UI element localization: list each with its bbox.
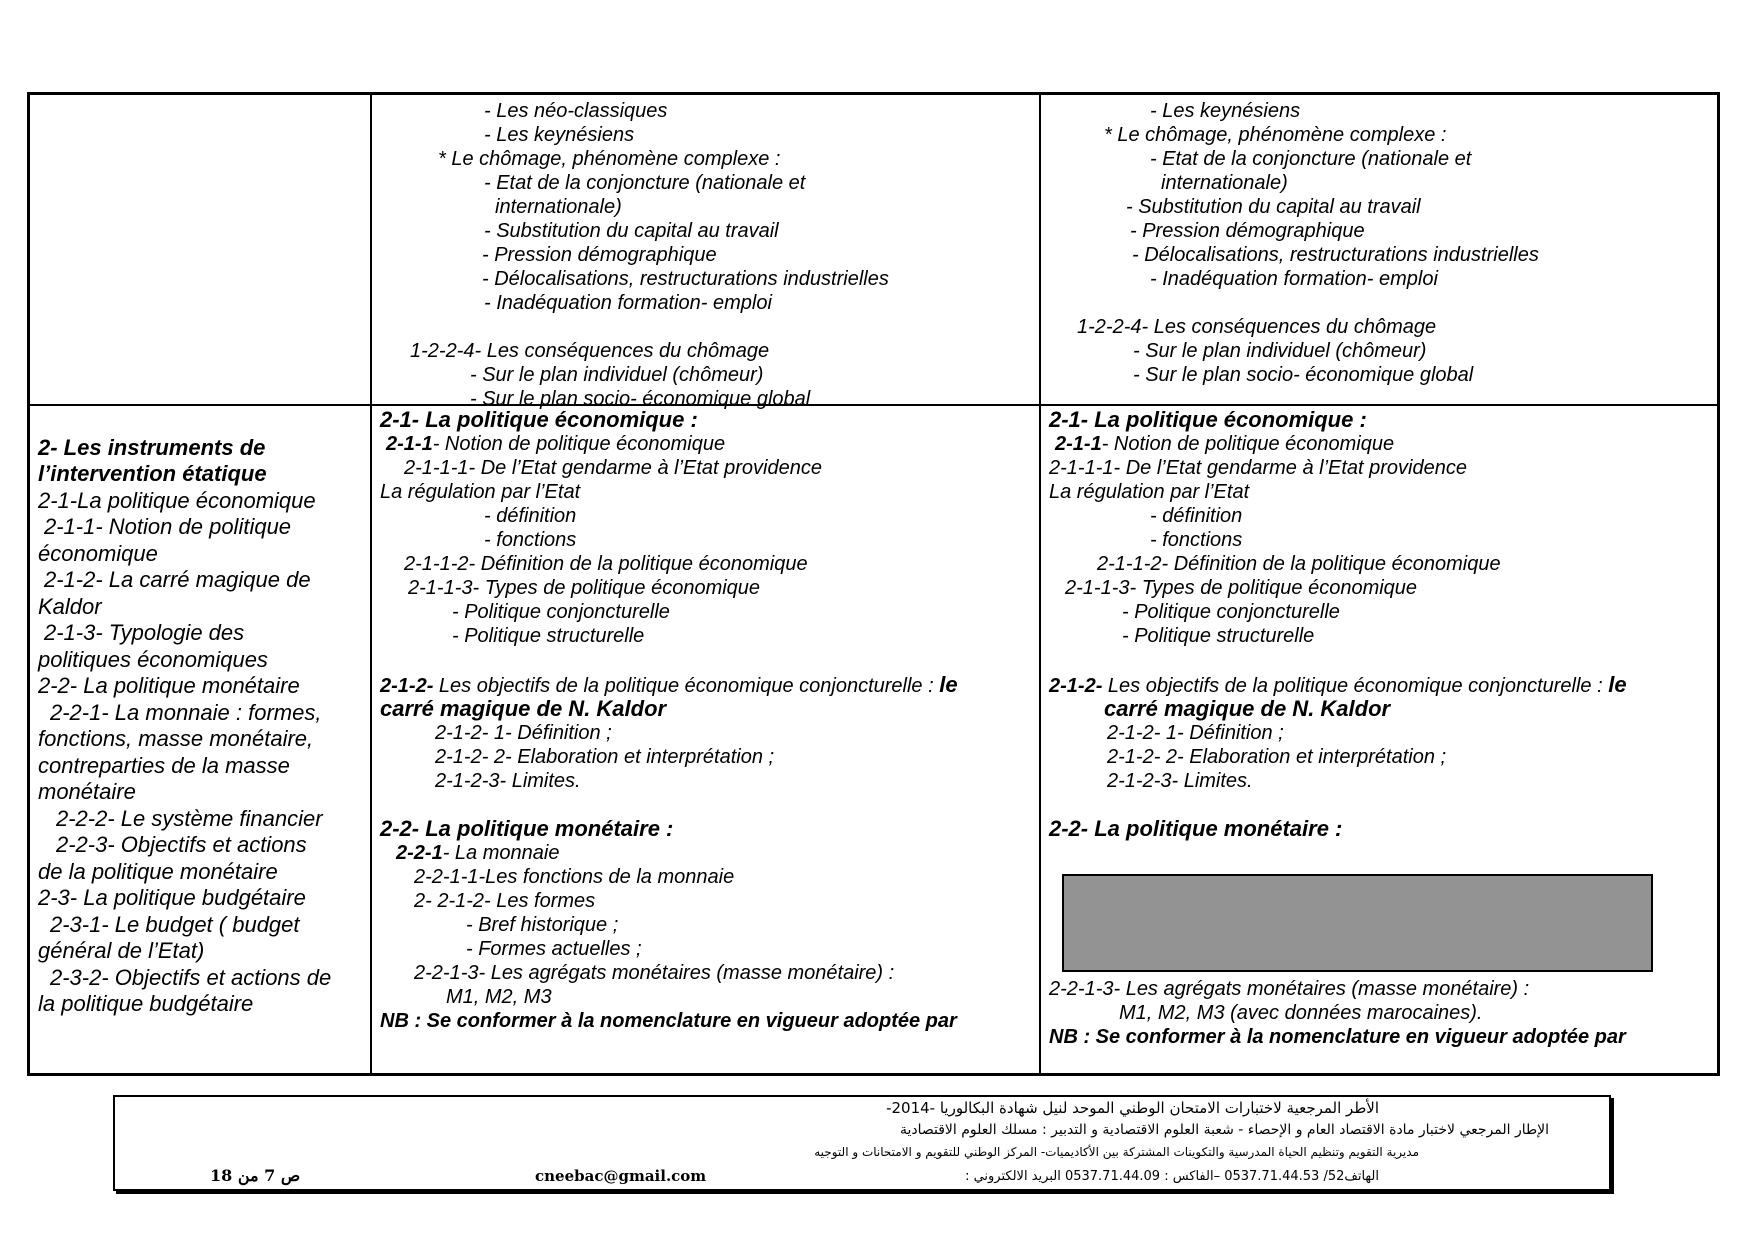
row1-col3-line: - Substitution du capital au travail bbox=[1126, 196, 1421, 218]
row2-col2-line bbox=[396, 841, 559, 865]
row2-col1-line: 2-2-3- Objectifs et actions bbox=[56, 832, 307, 857]
row2-col2-line: - définition bbox=[484, 505, 577, 527]
row2-col1-line: 2-2-2- Le système financier bbox=[56, 806, 323, 831]
row-divider bbox=[30, 404, 1717, 406]
redaction-box bbox=[1062, 874, 1653, 972]
row2-col2-number: 2-1-1 bbox=[386, 433, 433, 455]
row2-col2-number: 2-1-2- bbox=[380, 675, 434, 697]
row2-col2-line: 2-1-2- 2- Elaboration et interprétation ; bbox=[435, 746, 775, 768]
row1-col2-line: - Les keynésiens bbox=[484, 124, 635, 146]
row2-col2-kaldor-line: carré magique de N. Kaldor bbox=[380, 696, 667, 721]
row2-col1-line: 2-1-La politique économique bbox=[38, 488, 316, 513]
row1-col2-line: - Etat de la conjoncture (nationale et bbox=[484, 172, 806, 194]
row2-col1-line: 2-2- La politique monétaire bbox=[38, 673, 300, 698]
row2-col3-line: 2-1-1-3- Types de politique économique bbox=[1065, 577, 1418, 599]
row2-col3-text: - Notion de politique économique bbox=[1101, 433, 1395, 455]
row1-col3-line: - Sur le plan socio- économique global bbox=[1133, 364, 1474, 386]
row2-col2-emphasis: le bbox=[939, 672, 958, 697]
row1-col2-line: - Délocalisations, restructurations industrielles bbox=[482, 268, 889, 290]
row2-col2-line: La régulation par l’Etat bbox=[380, 481, 581, 503]
row2-col2-number: 2-2-1 bbox=[396, 842, 443, 864]
row2-col3-line: - définition bbox=[1150, 505, 1243, 527]
row2-col1-line: monétaire bbox=[38, 779, 136, 804]
row2-col2-line: 2-1-2-3- Limites. bbox=[435, 770, 581, 792]
row2-col1-heading: 2- Les instruments de bbox=[38, 435, 266, 460]
row1-col2-line: 1-2-2-4- Les conséquences du chômage bbox=[410, 340, 770, 362]
row1-col2-line: internationale) bbox=[495, 196, 622, 218]
row2-col3-line: M1, M2, M3 (avec données marocaines). bbox=[1119, 1002, 1483, 1024]
column-divider-2 bbox=[1039, 95, 1041, 1073]
row1-col3-line: - Sur le plan individuel (chômeur) bbox=[1133, 340, 1427, 362]
row2-col3-objectives-line bbox=[1049, 673, 1627, 698]
footer-contact: الهاتف52/ 0537.71.44.53 –الفاكس : 0537.71.44.09 البريد الالكتروني : bbox=[965, 1169, 1379, 1184]
row2-col2-line: 2-1-2- 1- Définition ; bbox=[435, 722, 612, 744]
row2-col2-line: - Politique structurelle bbox=[452, 625, 645, 647]
row2-col2-line: 2-1-1-2- Définition de la politique économique bbox=[404, 553, 808, 575]
row2-col3-kaldor-line: carré magique de N. Kaldor bbox=[1104, 696, 1391, 721]
row2-col1-line: 2-3-2- Objectifs et actions de bbox=[50, 965, 332, 990]
footer-directorate: مديرية التقويم وتنظيم الحياة المدرسية والتكوينات المشتركة بين الأكاديميات- المركز الوطني للتقويم و الامتحانات و التوجيه bbox=[814, 1145, 1419, 1159]
row2-col2-note: NB : Se conformer à la nomenclature en vigueur adoptée par bbox=[380, 1010, 957, 1032]
row2-col3-line: 2-1-2- 1- Définition ; bbox=[1107, 722, 1284, 744]
footer-subtitle: الإطار المرجعي لاختبار مادة الاقتصاد العام و الإحصاء - شعبة العلوم الاقتصادية و التدبير : مسلك العلوم الاقتصادية bbox=[899, 1122, 1549, 1138]
page-number: ص 7 من 18 bbox=[210, 1166, 301, 1185]
section-heading-economic-policy: 2-1- La politique économique : bbox=[1049, 407, 1367, 432]
row2-col3-line: 2-1-1-2- Définition de la politique économique bbox=[1097, 553, 1501, 575]
row2-col3-line: - Politique structurelle bbox=[1122, 625, 1315, 647]
section-heading-monetary-policy: 2-2- La politique monétaire : bbox=[380, 816, 674, 841]
row1-col2-line: - Sur le plan individuel (chômeur) bbox=[470, 364, 764, 386]
row2-col1-line: la politique budgétaire bbox=[38, 991, 254, 1016]
row2-col1-line: 2-3-1- Le budget ( budget bbox=[50, 912, 300, 937]
row1-col3-line: 1-2-2-4- Les conséquences du chômage bbox=[1077, 316, 1437, 338]
row2-col2-objectives-line bbox=[380, 673, 958, 698]
row1-col3-line: - Inadéquation formation- emploi bbox=[1150, 268, 1438, 290]
row2-col2-text: Les objectifs de la politique économique conjoncturelle : bbox=[433, 675, 940, 697]
footer-email: cneebac@gmail.com bbox=[535, 1167, 707, 1185]
row2-col3-line: 2-1-2-3- Limites. bbox=[1107, 770, 1253, 792]
section-heading-monetary-policy: 2-2- La politique monétaire : bbox=[1049, 816, 1343, 841]
section-heading-economic-policy: 2-1- La politique économique : bbox=[380, 407, 698, 432]
row2-col1-line: 2-1-1- Notion de politique bbox=[44, 514, 292, 539]
row2-col1-line: 2-3- La politique budgétaire bbox=[38, 885, 306, 910]
row1-col3-line: internationale) bbox=[1161, 172, 1288, 194]
row2-col2-line: 2-2-1-1-Les fonctions de la monnaie bbox=[414, 866, 735, 888]
row2-col3-text: Les objectifs de la politique économique conjoncturelle : bbox=[1102, 675, 1609, 697]
row2-col3-line: - Politique conjoncturelle bbox=[1122, 601, 1340, 623]
row2-col2-line: - Formes actuelles ; bbox=[466, 938, 642, 960]
row2-col3-number: 2-1-1 bbox=[1055, 433, 1102, 455]
row1-col3-line: - Pression démographique bbox=[1130, 220, 1365, 242]
row2-col2-text: - La monnaie bbox=[442, 842, 560, 864]
row2-col2-line bbox=[386, 432, 725, 456]
row2-col1-line: général de l’Etat) bbox=[38, 938, 205, 963]
row2-col2-line: 2-2-1-3- Les agrégats monétaires (masse monétaire) : bbox=[414, 962, 895, 984]
row2-col1-line: 2-1-2- La carré magique de bbox=[44, 567, 311, 592]
row2-col3-line: 2-1-1-1- De l’Etat gendarme à l’Etat providence bbox=[1049, 457, 1467, 479]
row2-col2-line: - Politique conjoncturelle bbox=[452, 601, 670, 623]
row2-col1-line: contreparties de la masse bbox=[38, 753, 290, 778]
row2-col1-line: économique bbox=[38, 541, 158, 566]
row2-col3-line: La régulation par l’Etat bbox=[1049, 481, 1250, 503]
row1-col2-line: - Pression démographique bbox=[482, 244, 717, 266]
row1-col3-line: - Etat de la conjoncture (nationale et bbox=[1150, 148, 1472, 170]
row2-col1-line: 2-1-3- Typologie des bbox=[44, 620, 245, 645]
row2-col2-line: 2-1-1-1- De l’Etat gendarme à l’Etat providence bbox=[404, 457, 822, 479]
row1-col2-line: * Le chômage, phénomène complexe : bbox=[438, 148, 781, 170]
row1-col3-line: - Les keynésiens bbox=[1150, 100, 1301, 122]
row2-col1-line: 2-2-1- La monnaie : formes, bbox=[50, 700, 322, 725]
column-divider-1 bbox=[370, 95, 372, 1073]
row1-col3-line: - Délocalisations, restructurations industrielles bbox=[1132, 244, 1539, 266]
page-footer bbox=[113, 1095, 1611, 1191]
row2-col2-text: - Notion de politique économique bbox=[432, 433, 726, 455]
row2-col1-line: de la politique monétaire bbox=[38, 859, 278, 884]
row2-col3-line: - fonctions bbox=[1150, 529, 1243, 551]
row2-col1-line: fonctions, masse monétaire, bbox=[38, 726, 314, 751]
row1-col2-line: - Inadéquation formation- emploi bbox=[484, 292, 772, 314]
row1-col2-line: - Sur le plan socio- économique global bbox=[470, 388, 811, 410]
row2-col1-line: Kaldor bbox=[38, 594, 102, 619]
row2-col3-number: 2-1-2- bbox=[1049, 675, 1103, 697]
row1-col2-line: - Substitution du capital au travail bbox=[484, 220, 779, 242]
row2-col2-line: M1, M2, M3 bbox=[446, 986, 552, 1008]
row2-col2-line: - Bref historique ; bbox=[466, 914, 619, 936]
row2-col1-heading: l’intervention étatique bbox=[38, 461, 267, 486]
row2-col3-line bbox=[1055, 432, 1394, 456]
row2-col1-line: politiques économiques bbox=[38, 647, 268, 672]
row2-col3-line: 2-2-1-3- Les agrégats monétaires (masse monétaire) : bbox=[1049, 978, 1530, 1000]
row2-col2-line: 2-1-1-3- Types de politique économique bbox=[408, 577, 761, 599]
row2-col2-line: - fonctions bbox=[484, 529, 577, 551]
row1-col2-line: - Les néo-classiques bbox=[484, 100, 668, 122]
row2-col2-line: 2- 2-1-2- Les formes bbox=[414, 890, 596, 912]
row2-col3-note: NB : Se conformer à la nomenclature en vigueur adoptée par bbox=[1049, 1026, 1626, 1048]
row2-col3-line: 2-1-2- 2- Elaboration et interprétation ; bbox=[1107, 746, 1447, 768]
footer-title: الأطر المرجعية لاختبارات الامتحان الوطني الموحد لنيل شهادة البكالوريا -2014- bbox=[886, 1099, 1379, 1117]
row1-col3-line: * Le chômage, phénomène complexe : bbox=[1104, 124, 1447, 146]
row2-col3-emphasis: le bbox=[1608, 672, 1627, 697]
